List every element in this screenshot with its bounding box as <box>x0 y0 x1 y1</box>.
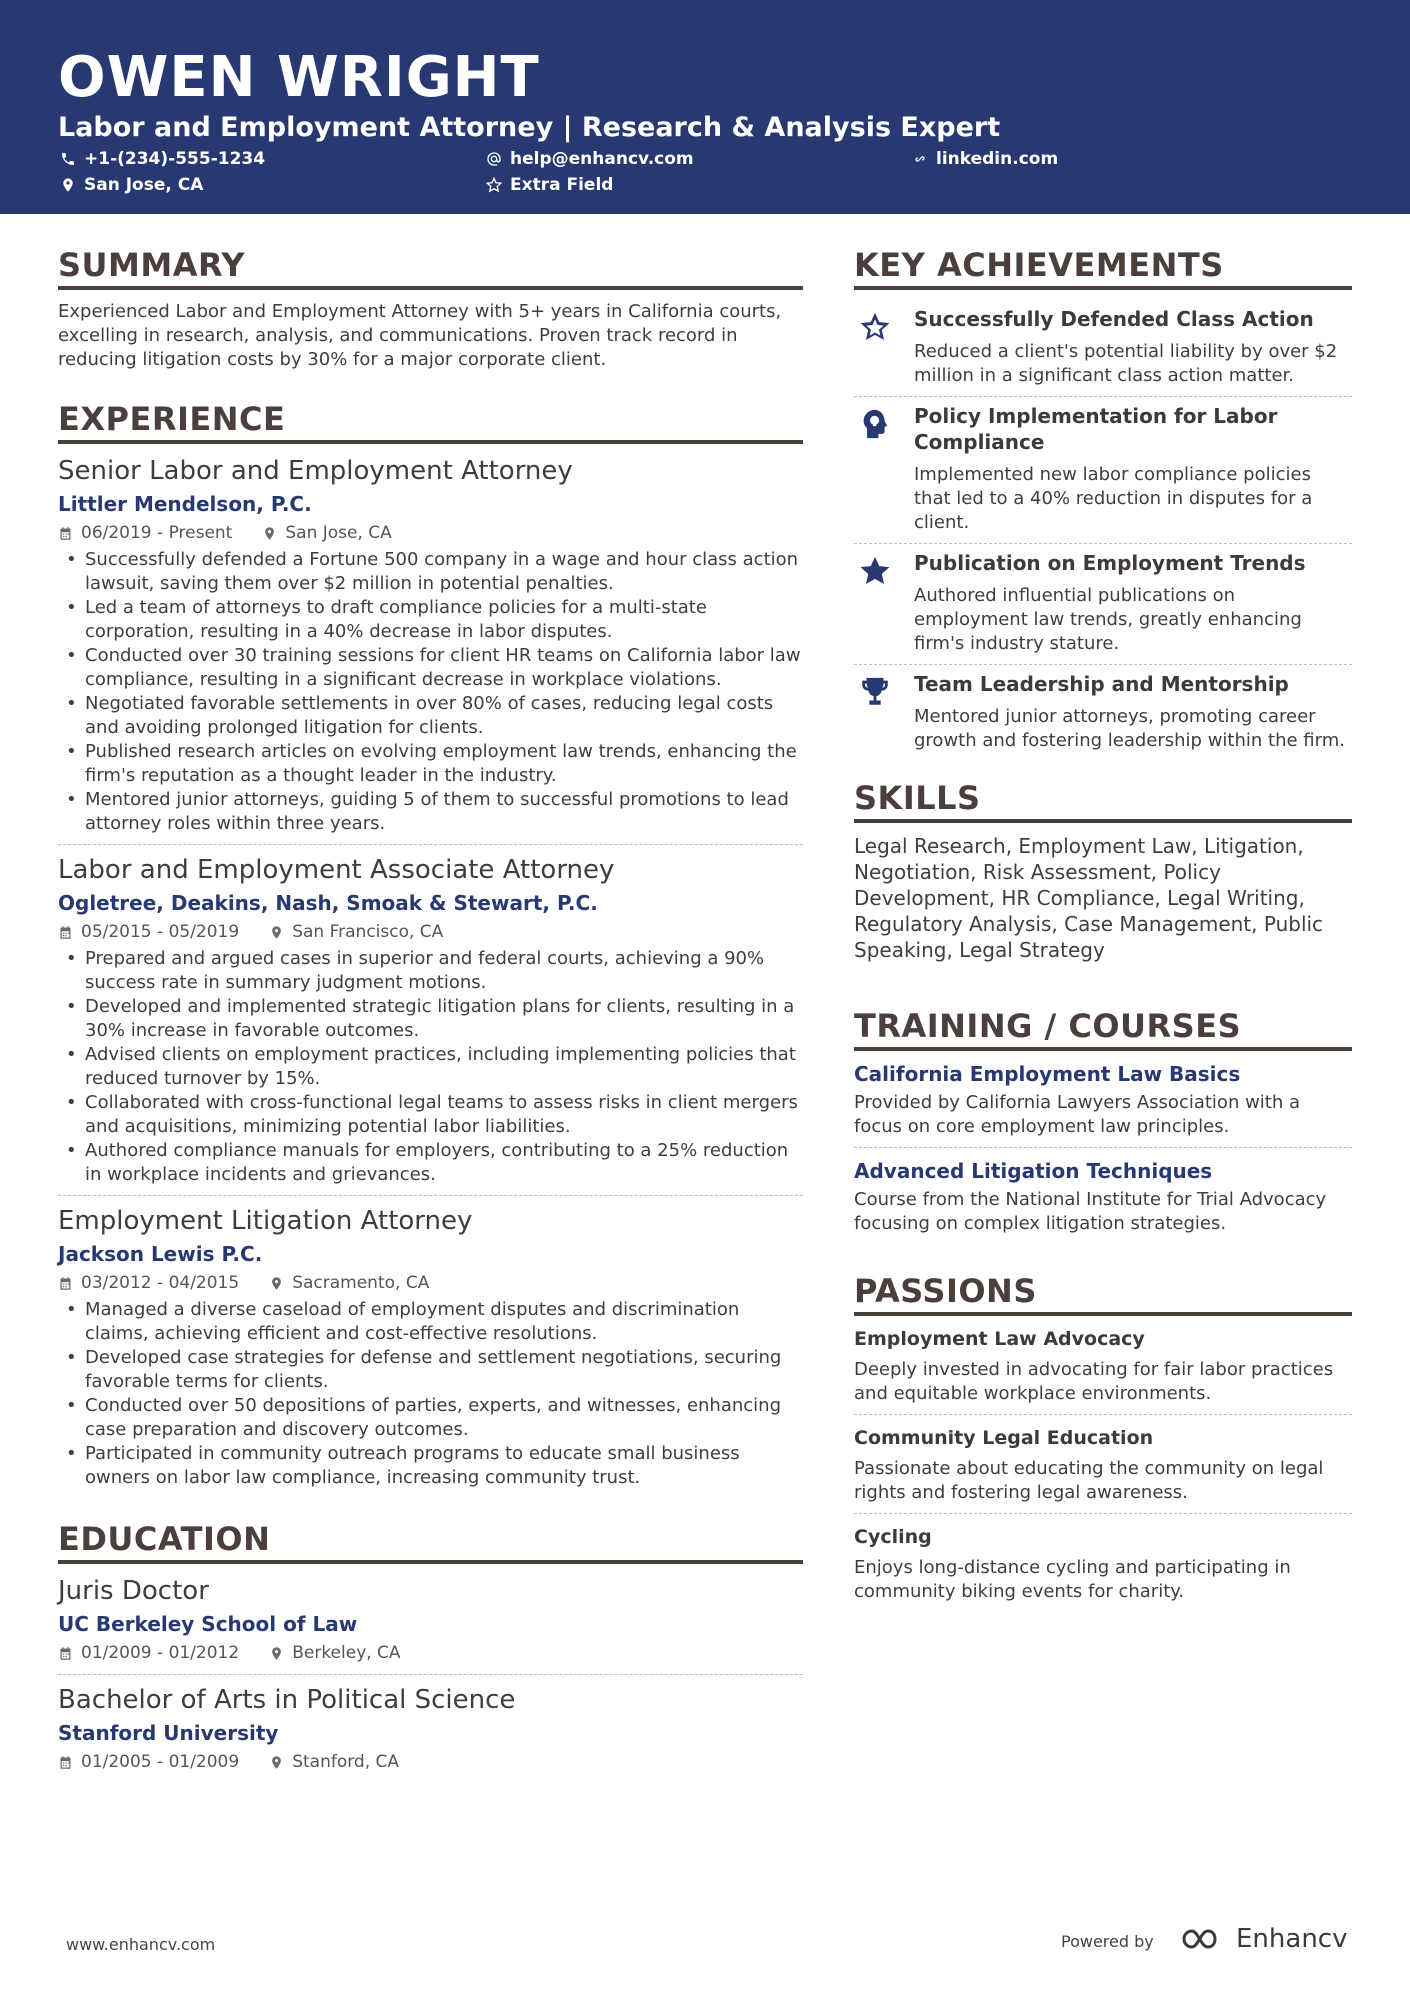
achievement-desc: Mentored junior attorneys, promoting career growth and fostering leadership within the firm. <box>914 706 1345 751</box>
job-meta <box>58 520 803 546</box>
summary-section <box>58 246 803 372</box>
location-pin-icon <box>269 1755 284 1770</box>
passion-desc: Deeply invested in advocating for fair labor practices and equitable workplace environments. <box>854 1359 1334 1404</box>
education-meta <box>58 1749 803 1775</box>
job-meta <box>58 919 803 945</box>
education-degree: Bachelor of Arts in Political Science <box>58 1685 516 1715</box>
enhancv-logo-icon <box>1180 1926 1228 1952</box>
achievements-section <box>854 246 1352 761</box>
contact-extra-field <box>486 174 613 196</box>
contact-email-text: help@enhancv.com <box>510 149 694 169</box>
passion-title: Employment Law Advocacy <box>854 1328 1145 1350</box>
job-bullet: • Collaborated with cross-functional legal teams to assess risks in client mergers and acquisitions, minimizing potential labor liabilities. <box>58 1091 803 1139</box>
job-bullets <box>58 548 803 836</box>
contact-linkedin-text: linkedin.com <box>936 149 1059 169</box>
experience-title: EXPERIENCE <box>58 400 803 444</box>
resume-header <box>0 0 1410 214</box>
job-bullet: • Conducted over 50 depositions of parties, experts, and witnesses, enhancing case preparation and discovery outcomes. <box>58 1394 803 1442</box>
job-dates: 05/2015 - 05/2019 <box>81 922 240 942</box>
job-bullet: • Advised clients on employment practices, including implementing policies that reduced turnover by 15%. <box>58 1043 803 1091</box>
contact-phone-text: +1-(234)-555-1234 <box>84 149 266 169</box>
passion-item <box>854 1524 1352 1612</box>
job-bullets <box>58 1298 803 1490</box>
contact-phone[interactable] <box>60 148 265 170</box>
passion-desc: Passionate about educating the community on legal rights and fostering legal awareness. <box>854 1458 1324 1503</box>
job-meta <box>58 1270 803 1296</box>
achievements-title: KEY ACHIEVEMENTS <box>854 246 1352 290</box>
passion-item <box>854 1425 1352 1514</box>
job-dates: 03/2012 - 04/2015 <box>81 1273 240 1293</box>
link-icon <box>912 151 928 167</box>
course-desc: Course from the National Institute for Trial Advocacy focusing on complex litigation strategies. <box>854 1189 1327 1234</box>
course-item <box>854 1061 1352 1148</box>
job-bullet: • Negotiated favorable settlements in over 80% of cases, reducing legal costs and avoiding prolonged litigation for clients. <box>58 692 803 740</box>
education-item <box>58 1574 803 1675</box>
right-column <box>854 246 1352 1622</box>
trophy-icon <box>858 675 892 709</box>
phone-icon <box>60 151 76 167</box>
achievement-desc: Reduced a client's potential liability by over $2 million in a significant class action matter. <box>914 341 1338 386</box>
candidate-headline: Labor and Employment Attorney | Research & Analysis Expert <box>58 112 1001 143</box>
education-location: Berkeley, CA <box>292 1643 401 1663</box>
job-bullet: • Led a team of attorneys to draft compliance policies for a multi-state corporation, resulting in a 40% decrease in labor disputes. <box>58 596 803 644</box>
education-school: Stanford University <box>58 1721 279 1745</box>
contact-email[interactable] <box>486 148 694 170</box>
job-bullet: • Developed case strategies for defense and settlement negotiations, securing favorable terms for clients. <box>58 1346 803 1394</box>
skills-title: SKILLS <box>854 779 1352 823</box>
course-item <box>854 1158 1352 1244</box>
calendar-icon <box>58 925 73 940</box>
training-title: TRAINING / COURSES <box>854 1007 1352 1051</box>
education-meta <box>58 1640 803 1666</box>
achievement-title: Team Leadership and Mentorship <box>914 672 1289 696</box>
job-bullet: • Conducted over 30 training sessions for client HR teams on California labor law compliance, resulting in a significant decrease in workplace violations. <box>58 644 803 692</box>
job-bullet: • Prepared and argued cases in superior and federal courts, achieving a 90% success rate in summary judgment motions. <box>58 947 803 995</box>
job-bullets <box>58 947 803 1187</box>
achievement-desc: Implemented new labor compliance policies that led to a 40% reduction in disputes for a client. <box>914 464 1313 533</box>
contact-linkedin[interactable] <box>912 148 1058 170</box>
candidate-name: OWEN WRIGHT <box>58 45 540 110</box>
achievement-item <box>854 397 1352 544</box>
education-title: EDUCATION <box>58 1520 803 1564</box>
course-title: Advanced Litigation Techniques <box>854 1159 1213 1183</box>
job-location: San Francisco, CA <box>292 922 444 942</box>
passions-title: PASSIONS <box>854 1272 1352 1316</box>
skills-section <box>854 779 1352 963</box>
job-company: Ogletree, Deakins, Nash, Smoak & Stewart, P.C. <box>58 891 598 915</box>
footer-url[interactable]: www.enhancv.com <box>66 1935 216 1954</box>
left-column <box>58 246 803 1791</box>
calendar-icon <box>58 1755 73 1770</box>
location-pin-icon <box>60 177 76 193</box>
achievement-item <box>854 665 1352 761</box>
enhancv-logo-text: Enhancv <box>1236 1924 1348 1954</box>
location-pin-icon <box>269 1646 284 1661</box>
contact-location <box>60 174 203 196</box>
star-outline-icon <box>486 177 502 193</box>
job-bullet: • Published research articles on evolving employment law trends, enhancing the firm's reputation as a thought leader in the industry. <box>58 740 803 788</box>
education-degree: Juris Doctor <box>58 1576 209 1606</box>
achievement-title: Policy Implementation for Labor Compliance <box>914 404 1278 454</box>
location-pin-icon <box>262 526 277 541</box>
summary-text: Experienced Labor and Employment Attorney with 5+ years in California courts, excelling in research, analysis, and communications. Proven track record in reducing litigation costs by 30% for a major corporate client. <box>58 301 782 370</box>
calendar-icon <box>58 1646 73 1661</box>
experience-item <box>58 1204 803 1498</box>
job-dates: 06/2019 - Present <box>81 523 233 543</box>
job-location: San Jose, CA <box>285 523 392 543</box>
head-brain-icon <box>858 407 892 441</box>
job-location: Sacramento, CA <box>292 1273 430 1293</box>
summary-title: SUMMARY <box>58 246 803 290</box>
education-location: Stanford, CA <box>292 1752 400 1772</box>
job-company: Littler Mendelson, P.C. <box>58 492 312 516</box>
achievement-title: Successfully Defended Class Action <box>914 307 1314 331</box>
experience-section <box>58 400 803 1498</box>
job-bullet: • Managed a diverse caseload of employment disputes and discrimination claims, achieving efficient and cost-effective resolutions. <box>58 1298 803 1346</box>
passion-title: Cycling <box>854 1526 932 1548</box>
passion-title: Community Legal Education <box>854 1427 1154 1449</box>
achievement-item <box>854 544 1352 665</box>
education-school: UC Berkeley School of Law <box>58 1612 358 1636</box>
job-bullet: • Authored compliance manuals for employers, contributing to a 25% reduction in workplace incidents and grievances. <box>58 1139 803 1187</box>
location-pin-icon <box>269 1276 284 1291</box>
calendar-icon <box>58 1276 73 1291</box>
experience-item <box>58 454 803 845</box>
course-desc: Provided by California Lawyers Association with a focus on core employment law principles. <box>854 1092 1301 1137</box>
achievement-desc: Authored influential publications on employment law trends, greatly enhancing firm's industry stature. <box>914 585 1302 654</box>
job-role: Employment Litigation Attorney <box>58 1206 473 1236</box>
skills-text: Legal Research, Employment Law, Litigation, Negotiation, Risk Assessment, Policy Development, HR Compliance, Legal Writing, Regulatory Analysis, Case Management, Public Speaking, Legal Strategy <box>854 834 1324 962</box>
job-bullet: • Mentored junior attorneys, guiding 5 of them to successful promotions to lead attorney roles within three years. <box>58 788 803 836</box>
job-role: Senior Labor and Employment Attorney <box>58 456 573 486</box>
achievement-title: Publication on Employment Trends <box>914 551 1306 575</box>
star-filled-icon <box>858 554 892 588</box>
achievement-item <box>854 300 1352 397</box>
job-role: Labor and Employment Associate Attorney <box>58 855 615 885</box>
passion-item <box>854 1326 1352 1415</box>
contact-location-text: San Jose, CA <box>84 175 204 195</box>
job-bullet: • Successfully defended a Fortune 500 company in a wage and hour class action lawsuit, saving them over $2 million in potential penalties. <box>58 548 803 596</box>
star-outline-icon <box>858 310 892 344</box>
enhancv-logo[interactable] <box>1180 1924 1347 1954</box>
passion-desc: Enjoys long-distance cycling and participating in community biking events for charity. <box>854 1557 1291 1602</box>
contact-extra-text: Extra Field <box>510 175 614 195</box>
job-bullet: • Developed and implemented strategic litigation plans for clients, resulting in a 30% increase in favorable outcomes. <box>58 995 803 1043</box>
job-company: Jackson Lewis P.C. <box>58 1242 263 1266</box>
education-dates: 01/2005 - 01/2009 <box>81 1752 240 1772</box>
course-title: California Employment Law Basics <box>854 1062 1241 1086</box>
location-pin-icon <box>269 925 284 940</box>
experience-item <box>58 853 803 1196</box>
at-icon <box>486 151 502 167</box>
calendar-icon <box>58 526 73 541</box>
passions-section <box>854 1272 1352 1612</box>
training-section <box>854 1007 1352 1244</box>
footer-powered-by: Powered by <box>1061 1932 1154 1951</box>
job-bullet: • Participated in community outreach programs to educate small business owners on labor law compliance, increasing community trust. <box>58 1442 803 1490</box>
education-item <box>58 1683 803 1783</box>
education-dates: 01/2009 - 01/2012 <box>81 1643 240 1663</box>
education-section <box>58 1520 803 1783</box>
